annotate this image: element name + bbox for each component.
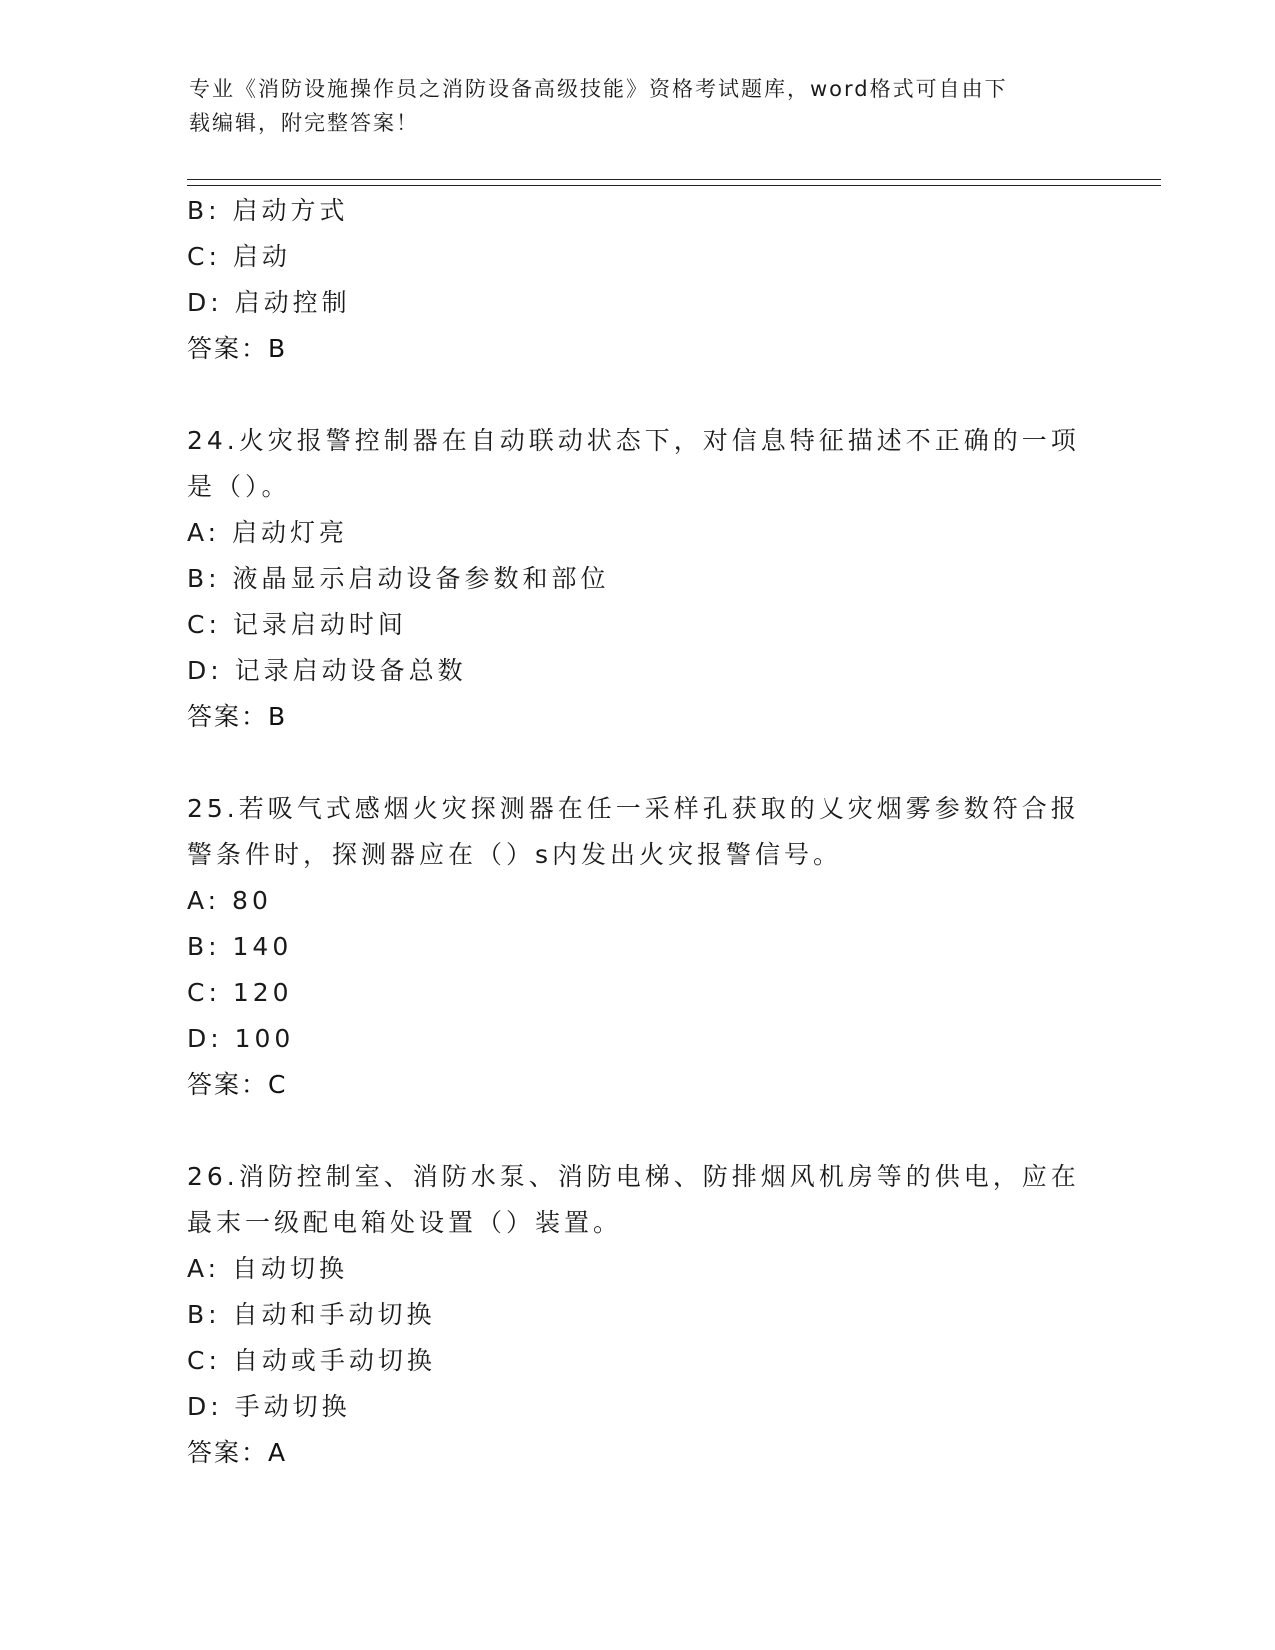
option-b: B: 自动和手动切换 <box>187 1300 436 1329</box>
option-a: A: 自动切换 <box>187 1254 349 1283</box>
question-stem-line: 是（）。 <box>187 472 291 501</box>
option-c: C: 启动 <box>187 242 291 271</box>
option-a: A: 启动灯亮 <box>187 518 349 547</box>
header-line-2: 载编辑，附完整答案！ <box>189 111 419 135</box>
question-26 <box>187 1154 1087 1476</box>
option-c: C: 自动或手动切换 <box>187 1346 436 1375</box>
header-divider <box>187 179 1161 186</box>
option-a: A: 80 <box>187 886 272 915</box>
header-line-1: 专业《消防设施操作员之消防设备高级技能》资格考试题库，word格式可自由下 <box>189 77 1008 101</box>
option-d: D: 手动切换 <box>187 1392 351 1421</box>
answer-line: 答案：C <box>187 1070 288 1099</box>
option-d: D: 记录启动设备总数 <box>187 656 467 685</box>
question-24 <box>187 418 1087 740</box>
option-c: C: 120 <box>187 978 293 1007</box>
question-stem-line: 26.消防控制室、消防水泵、消防电梯、防排烟风机房等的供电，应在 <box>187 1162 1080 1191</box>
question-stem-line: 警条件时，探测器应在（）s内发出火灾报警信号。 <box>187 840 843 869</box>
question-stem-line: 24.火灾报警控制器在自动联动状态下，对信息特征描述不正确的一项 <box>187 426 1080 455</box>
question-stem-line: 25.若吸气式感烟火灾探测器在任一采样孔获取的乂灾烟雾参数符合报 <box>187 794 1080 823</box>
document-header <box>189 72 1069 140</box>
answer-line: 答案：B <box>187 702 288 731</box>
option-d: D: 100 <box>187 1024 295 1053</box>
question-stem-line: 最末一级配电箱处设置（）装置。 <box>187 1208 623 1237</box>
answer-line: 答案：B <box>187 334 288 363</box>
option-d: D: 启动控制 <box>187 288 351 317</box>
question-23-continued <box>187 188 1087 372</box>
question-list <box>187 188 1087 1476</box>
question-25 <box>187 786 1087 1108</box>
option-b: B: 启动方式 <box>187 196 349 225</box>
option-c: C: 记录启动时间 <box>187 610 407 639</box>
option-b: B: 液晶显示启动设备参数和部位 <box>187 564 610 593</box>
option-b: B: 140 <box>187 932 293 961</box>
answer-line: 答案：A <box>187 1438 288 1467</box>
